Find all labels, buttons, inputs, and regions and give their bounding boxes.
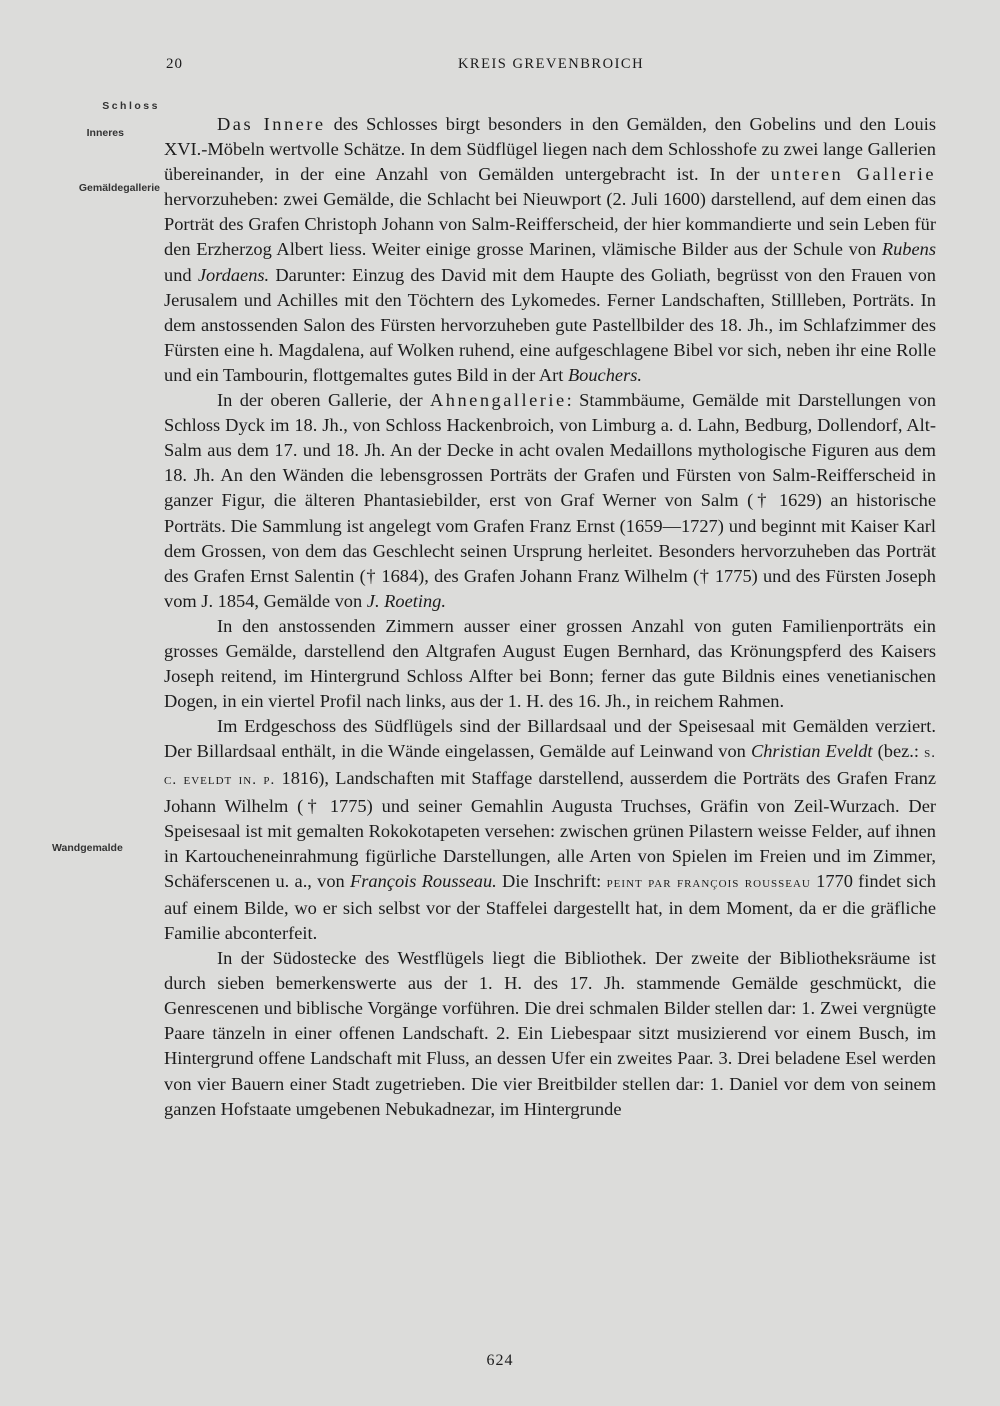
page-header <box>166 56 936 80</box>
margin-note-schloss: Schloss <box>102 100 160 112</box>
page-number-top: 20 <box>166 56 183 72</box>
paragraph-bibliothek: In der Südostecke des Westflügels liegt die Bibliothek. Der zweite der Bibliotheksräume ist durch sieben bemerkenswerte aus der 1. H. des 17. Jh. stammende Gemälde geschmückt, die Genrescenen und biblische Vorgänge vorführen. Die drei schmalen Bilder stellen dar: 1. Zwei vergnügte Paare tänzeln in einer offenen Landschaft. 2. Ein Liebespaar sitzt musizierend vor einem Busch, im Hintergrund offene Landschaft mit Fluss, an dessen Ufer ein zweites Paar. 3. Drei beladene Esel werden von vier Bauern einer Stadt zugetrieben. Die vier Breitbilder stellen dar: 1. Daniel vor dem von seinem ganzen Hofstaate umgebenen Nebukadnezar, im Hintergrunde <box>164 948 936 1119</box>
page-number-bottom: 624 <box>486 1352 514 1369</box>
paragraph-innere: Das Innere des Schlosses birgt besonders in den Gemälden, den Gobelins und den Louis XVI.-Möbeln wertvolle Schätze. In dem Südflügel liegen nach dem Schlosshofe zu zwei lange Gallerien übereinander, in der eine Anzahl von Gemälden untergebracht ist. In der unteren Gallerie hervorzuheben: zwei Gemälde, die Schlacht bei Nieuwport (2. Juli 1600) darstellend, auf dem einen das Porträt des Grafen Christoph Johann von Salm-Reifferscheid, der hier kommandierte und sein Leben für den Erzherzog Albert liess. Weiter einige grosse Marinen, vlämische Bilder aus der Schule von Rubens und Jordaens. Darunter: Einzug des David mit dem Haupte des Goliath, begrüsst von den Frauen von Jerusalem und Achilles mit den Töchtern des Lykomedes. Ferner Landschaften, Stillleben, Porträts. In dem anstossenden Salon des Fürsten hervorzuheben gute Pastellbilder des 18. Jh., im Schlafzimmer des Fürsten eine h. Magdalena, auf Wolken ruhend, eine aufgeschlagene Bibel vor sich, neben ihr eine Rolle und ein Tambourin, flottgemaltes gutes Bild in der Art Bouchers. <box>164 114 936 385</box>
running-title: KREIS GREVENBROICH <box>457 56 645 72</box>
paragraph-erdgeschoss: Im Erdgeschoss des Südflügels sind der Billardsaal und der Speisesaal mit Gemälden verziert. Der Billardsaal enthält, in die Wände eingelassen, Gemälde auf Leinwand von Christian Eveldt (bez.: s. c. eveldt in. p. 1816), Landschaften mit Staffage darstellend, ausserdem die Porträts des Grafen Franz Johann Wilhelm († 1775) und seiner Gemahlin Augusta Truchses, Gräfin von Zeil-Wurzach. Der Speisesaal ist mit gemalten Rokokotapeten versehen: zwischen grünen Pilastern weisse Felder, auf ihnen in Kartoucheneinrahmung figürliche Darstellungen, alle Arten von Spielen im Freien und im Zimmer, Schäferscenen u. a., von François Rousseau. Die Inschrift: peint par françois rousseau 1770 findet sich auf einem Bilde, wo er sich selbst vor der Staffelei dargestellt hat, in dem Moment, da er die gräfliche Familie abconterfeit. <box>164 716 936 943</box>
margin-note-wandgemaelde: Wandgemalde <box>52 842 123 854</box>
margin-note-inneres: Inneres <box>86 127 124 139</box>
main-text <box>164 112 936 1122</box>
paragraph-zimmern: In den anstossenden Zimmern ausser einer grossen Anzahl von guten Familienporträts ein grosses Gemälde, darstellend den Altgrafen August Eugen Bernhard, das Krönungspferd des Kaisers Joseph reitend, im Hintergrund Schloss Alfter bei Bonn; ferner das gute Bildnis eines venetianischen Dogen, in ein viertel Profil nach links, aus der 1. H. des 16. Jh., in reichem Rahmen. <box>164 615 936 712</box>
margin-note-gemaeldegallerie: Gemäldegallerie <box>78 182 160 194</box>
paragraph-obere-gallerie: In der oberen Gallerie, der Ahnengallerie: Stammbäume, Gemälde mit Darstellungen von Schloss Dyck im 18. Jh., von Schloss Hackenbroich, von Limburg a. d. Lahn, Bedburg, Dollendorf, Alt-Salm aus dem 17. und 18. Jh. An der Decke in acht ovalen Medaillons mythologische Figuren aus dem 18. Jh. An den Wänden die lebensgrossen Porträts der Grafen und Fürsten von Salm-Reifferscheid in ganzer Figur, die älteren Phantasiebilder, erst von Graf Werner von Salm († 1629) an historische Porträts. Die Sammlung ist angelegt vom Grafen Franz Ernst (1659—1727) und beginnt mit Kaiser Karl dem Grossen, von dem das Geschlecht seinen Ursprung herleitet. Besonders hervorzuheben das Porträt des Grafen Ernst Salentin († 1684), des Grafen Johann Franz Wilhelm († 1775) und des Fürsten Joseph vom J. 1854, Gemälde von J. Roeting. <box>164 390 936 611</box>
